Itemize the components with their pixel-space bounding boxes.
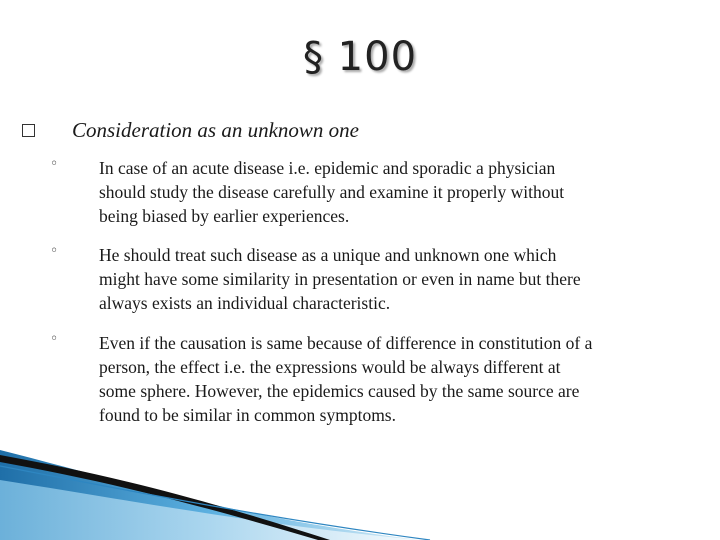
circle-bullet-icon: ◦ <box>50 243 59 259</box>
list-item-text <box>99 331 701 427</box>
text-line: being biased by earlier experiences. <box>99 206 350 226</box>
list-item-text <box>99 243 701 315</box>
text-line: In case of an acute disease i.e. epidemic and sporadic a physician <box>99 158 556 178</box>
text-line: found to be similar in common symptoms. <box>99 405 396 425</box>
circle-bullet-icon: ◦ <box>50 331 59 347</box>
text-line: might have some similarity in presentation or even in name but there <box>99 269 581 289</box>
slide-title: § 100 <box>302 34 418 80</box>
square-bullet-icon <box>22 124 35 137</box>
list-item-text <box>99 156 701 228</box>
text-line: person, the effect i.e. the expressions would be always different at <box>99 357 561 377</box>
text-line: some sphere. However, the epidemics caused by the same source are <box>99 381 580 401</box>
corner-wave-decoration <box>0 440 720 540</box>
section-heading: Consideration as an unknown one <box>72 118 359 142</box>
text-line: Even if the causation is same because of difference in constitution of a <box>99 333 593 353</box>
text-line: always exists an individual characteristic. <box>99 293 391 313</box>
text-line: He should treat such disease as a unique and unknown one which <box>99 245 557 265</box>
circle-bullet-icon: ◦ <box>50 156 59 172</box>
text-line: should study the disease carefully and examine it properly without <box>99 182 565 202</box>
heading-bullet <box>22 118 702 148</box>
